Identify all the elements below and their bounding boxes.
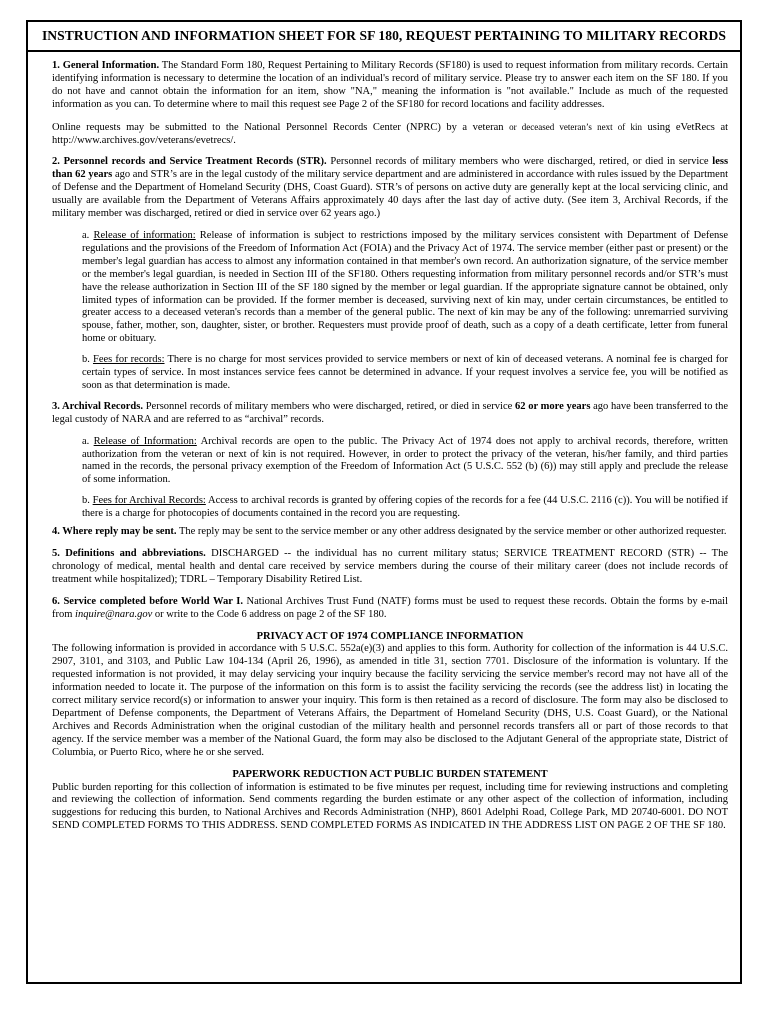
online-text-small: or deceased veteran’s next of kin (509, 121, 642, 132)
section-heading: 6. Service completed before World War I. (52, 595, 243, 607)
section-text: Personnel records of military members who were discharged, retired, or died in service (145, 400, 513, 412)
privacy-act-heading: PRIVACY ACT OF 1974 COMPLIANCE INFORMATION (256, 630, 524, 642)
subsection-release-of-information (82, 230, 728, 346)
section-heading: 1. General Information. (52, 60, 160, 71)
section-text: Personnel records of military members who were discharged, retired, or died in service (330, 156, 709, 168)
section-text-cont: ago and STR’s are in the legal custody of the military service department and are administered in accordance with rules issued by the Department of Defense and the Department of Homeland Security (DHS, Coast Guard). STR’s of persons on active duty are generally kept at the local servicing clinic, and usually are available from the Department of Veterans Affairs approximately 40 days after the last day of active duty. (See item 3, Archival Records, if the military member was discharged, retired or died in service over 62 years ago.) (52, 169, 729, 220)
subsection-heading: Release of Information: (93, 435, 197, 447)
section-text: The reply may be sent to the service member or any other address designated by the service member or other authorized requester. (178, 526, 727, 538)
section-general-information (52, 60, 728, 112)
emphasis-text: 62 or more years (515, 400, 591, 412)
section-text: DISCHARGED -- the individual has no current military status; SERVICE TREATMENT RECORD (STR) -- The chronology of medical, mental health and dental care received by service members during the course of their military career (does not include records of treatment while hospitalized); TDRL – Temporary Disability Retired List. (52, 548, 728, 585)
section-before-wwi (52, 596, 728, 622)
section-where-reply-sent (52, 526, 728, 539)
section-heading: 2. Personnel records and Service Treatment Records (STR). (52, 156, 327, 168)
privacy-act-text: The following information is provided in accordance with 5 U.S.C. 552a(e)(3) and applies to this form. Authority for collection of the information is 44 U.S.C. 2907, 3101, and 3103, and Public Law 104-134 (April 26, 1996), as amended in title 31, section 7701. Disclosure of the information is voluntary. If the requested information is not provided, it may delay servicing your inquiry because the facility servicing the service member's record may not have all of the information needed to locate it. The purpose of the information on this form is to assist the facility servicing the records (see the address list) in locating the correct military service record(s) or information to answer your inquiry. This form is then retained as a record of disclosure. The form may also be disclosed to Department of Defense components, the Department of Veterans Affairs, the Department of Homeland Security (DHS, U.S. Coast Guard), or the National Archives and Records Administration when the original custodian of the military health and personnel records transfers all or part of those records to that agency. If the service member was a member of the National Guard, the form may also be disclosed to the Adjutant General of the appropriate state, District of Columbia, or Puerto Rico, where he or she served. (52, 643, 728, 758)
subsection-archival-release (82, 436, 728, 488)
subsection-heading: Release of information: (93, 229, 196, 241)
section-heading: 4. Where reply may be sent. (52, 526, 177, 538)
online-text-end: using eVetRecs at http://www.archives.gov/veterans/evetrecs/. (52, 121, 729, 146)
document-body (52, 60, 728, 833)
instruction-sheet-page (26, 20, 742, 984)
section-text: The Standard Form 180, Request Pertaining to Military Records (SF180) is used to request information from military records. Certain identifying information is necessary to determine the location of an individual's record of military service. Please try to answer each item on the SF 180. If you do not have and cannot obtain the information for an item, show "NA," meaning the information is "not available." Include as much of the requested information as you can. To determine where to mail this request see Page 2 of the SF180 for record locations and facility addresses. (52, 60, 728, 110)
paperwork-act-heading: PAPERWORK REDUCTION ACT PUBLIC BURDEN STATEMENT (232, 768, 548, 780)
subsection-text: Archival records are open to the public. The Privacy Act of 1974 does not apply to archival records, therefore, written authorization from the veteran or next of kin is not required. However, in order to protect the privacy of the veteran, his/her family, and third parties named in the records, the personal privacy exemption of the Freedom of Information Act (5 U.S.C. 552 (b) (6)) may still apply and preclude the release of some information. (82, 435, 729, 486)
subsection-heading: Fees for records: (92, 354, 165, 366)
subsection-fees-for-records (82, 354, 728, 393)
section-text-cont: or write to the Code 6 address on page 2 of the SF 180. (154, 608, 387, 620)
section-personnel-records (52, 156, 728, 221)
section-heading: 5. Definitions and abbreviations. (52, 548, 206, 559)
section-text-cont: ago have been transferred to the legal custody of NARA and are referred to as “archival” records. (52, 400, 728, 425)
subsection-heading: Fees for Archival Records: (92, 495, 206, 507)
subsection-archival-fees (82, 495, 728, 521)
subsection-label: b. (82, 495, 90, 507)
online-requests-paragraph (52, 121, 728, 148)
subsection-label: a. (82, 229, 90, 241)
page-title: INSTRUCTION AND INFORMATION SHEET FOR SF 180, REQUEST PERTAINING TO MILITARY RECORDS (28, 22, 740, 52)
subsection-text: Release of information is subject to restrictions imposed by the military services consistent with Department of Defense regulations and the provisions of the Freedom of Information Act (FOIA) and the Privacy Act of 1974. The service member (either past or present) or the member's legal guardian has access to almost any information contained in that member's own record. An authorization signature, of the service member or the member's legal guardian, is needed in Section III of the SF180. Others requesting information from military personnel records and/or STR’s must have the release authorization in Section III of the SF 180 signed by the member or legal guardian. If the appropriate signature cannot be obtained, only limited types of information can be provided. If the former member is deceased, surviving next of kin may, under certain circumstances, be entitled to greater access to a deceased veteran's records than a member of the general public. The next of kin may be any of the following: unremarried surviving spouse, father, mother, son, daughter, sister, or brother. Requesters must provide proof of death, such as a copy of a death certificate, letter from funeral home or obituary. (82, 229, 729, 345)
section-definitions (52, 548, 728, 587)
section-text: National Archives Trust Fund (NATF) forms must be used to request these records. Obtain the forms by e-mail from (52, 595, 728, 620)
email-address: inquire@nara.gov (75, 608, 153, 620)
subsection-label: b. (82, 354, 90, 366)
section-heading: 3. Archival Records. (52, 400, 143, 412)
online-text: Online requests may be submitted to the National Personnel Records Center (NPRC) by a veteran (52, 121, 504, 133)
subsection-text: Access to archival records is granted by offering copies of the records for a fee (44 U.S.C. 2116 (c)). You will be notified if there is a charge for photocopies of documents contained in the record you are requesting. (82, 495, 728, 520)
paperwork-act-text: Public burden reporting for this collection of information is estimated to be five minutes per request, including time for reviewing instructions and completing and reviewing the collection of information. Send comments regarding the burden estimate or any other aspect of the collection of information, including suggestions for reducing this burden, to National Archives and Records Administration (NHP), 8601 Adelphi Road, College Park, MD 20740-6001. DO NOT SEND COMPLETED FORMS TO THIS ADDRESS. SEND COMPLETED FORMS AS INDICATED IN THE ADDRESS LIST ON PAGE 2 OF THE SF 180. (52, 781, 728, 832)
subsection-label: a. (82, 435, 90, 447)
subsection-text: There is no charge for most services provided to service members or next of kin of deceased veterans. A nominal fee is charged for certain types of service. In most instances service fees cannot be determined in advance. If your request involves a service fee, you will be notified as soon as that determination is made. (82, 354, 729, 391)
section-archival-records (52, 401, 728, 427)
emphasis-text: less than 62 years (52, 156, 729, 181)
